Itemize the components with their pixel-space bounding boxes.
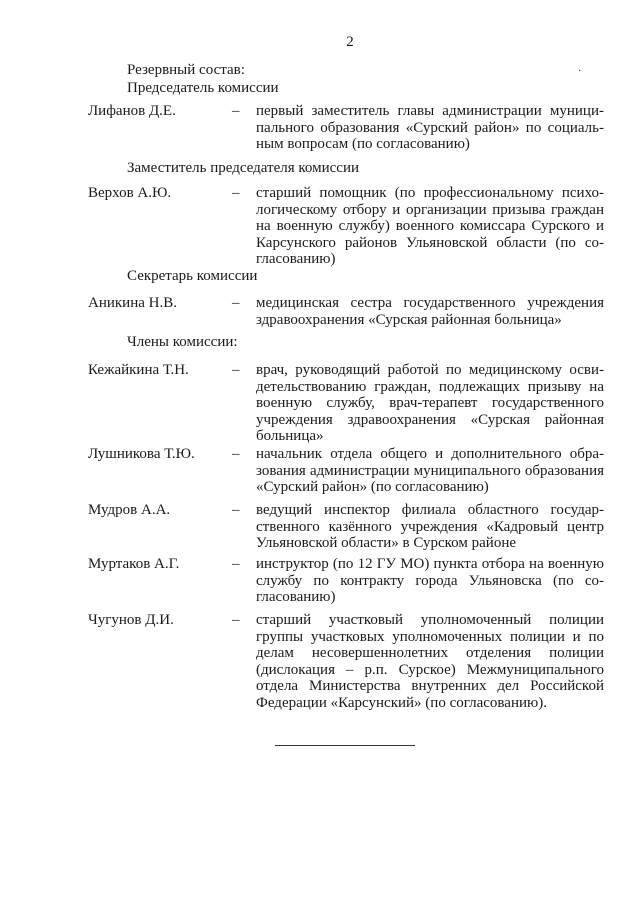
member-name: Верхов А.Ю. xyxy=(88,185,172,201)
member-name: Кежайкина Т.Н. xyxy=(88,362,189,378)
section-chairman: Председатель комиссии xyxy=(127,80,279,96)
member-name: Лушникова Т.Ю. xyxy=(88,446,195,462)
member-description: старший участковый уполномоченный полиции группы участковых уполномоченных полиции и по делам несовершеннолетних отделения полиции (дислокация – р.п. Сурское) Межмуниципального отдела Министерства внутренних дел Российской Федерации «Карсунский» (по согласованию). xyxy=(256,612,604,711)
member-entry-anikina xyxy=(88,295,604,328)
member-description: старший помощник (по профессиональному психологическому отбору и организации призыва граждан на военную службу) военного комиссара Сурского и Карсунского районов Ульяновской области (по согласованию) xyxy=(256,185,604,267)
member-dash: – xyxy=(232,103,240,119)
section-secretary: Секретарь комиссии xyxy=(127,268,258,284)
member-dash: – xyxy=(232,612,240,628)
member-entry-kezhaikina xyxy=(88,362,604,445)
member-dash: – xyxy=(232,185,240,201)
member-name: Чугунов Д.И. xyxy=(88,612,174,628)
member-dash: – xyxy=(232,362,240,378)
page-number: 2 xyxy=(346,34,354,50)
member-name: Аникина Н.В. xyxy=(88,295,177,311)
member-entry-lifanov xyxy=(88,103,604,153)
member-name: Мудров А.А. xyxy=(88,502,171,518)
member-dash: – xyxy=(232,295,240,311)
member-dash: – xyxy=(232,502,240,518)
end-divider xyxy=(275,745,415,746)
section-members: Члены комиссии: xyxy=(127,334,238,350)
member-entry-verkhov xyxy=(88,185,604,268)
member-description: инструктор (по 12 ГУ МО) пункта отбора на военную службу по контракту города Ульяновска (по согласованию) xyxy=(256,556,604,605)
member-description: начальник отдела общего и дополнительного образования администрации муниципального образования «Сурский район» (по согласованию) xyxy=(256,446,604,495)
member-description: медицинская сестра государственного учреждения здравоохранения «Сурская районная больница» xyxy=(256,295,604,328)
member-entry-lushnikova xyxy=(88,446,604,496)
member-description: ведущий инспектор филиала областного государственного казённого учреждения «Кадровый центр Ульяновской области» в Сурском районе xyxy=(256,502,604,551)
reserve-heading: Резервный состав: xyxy=(127,62,245,78)
section-deputy: Заместитель председателя комиссии xyxy=(127,160,360,176)
member-description: врач, руководящий работой по медицинскому освидетельствованию граждан, подлежащих призыву на военную службу, врач-терапевт государственного учреждения здравоохранения «Сурская районная больница» xyxy=(256,362,604,444)
stray-mark: · xyxy=(578,66,582,77)
member-name: Муртаков А.Г. xyxy=(88,556,180,572)
member-dash: – xyxy=(232,446,240,462)
member-description: первый заместитель главы администрации муниципального образования «Сурский район» по социальным вопросам (по согласованию) xyxy=(256,103,604,152)
member-entry-chugunov xyxy=(88,612,604,711)
member-name: Лифанов Д.Е. xyxy=(88,103,176,119)
member-entry-mudrov xyxy=(88,502,604,552)
member-entry-murtakov xyxy=(88,556,604,606)
member-dash: – xyxy=(232,556,240,572)
